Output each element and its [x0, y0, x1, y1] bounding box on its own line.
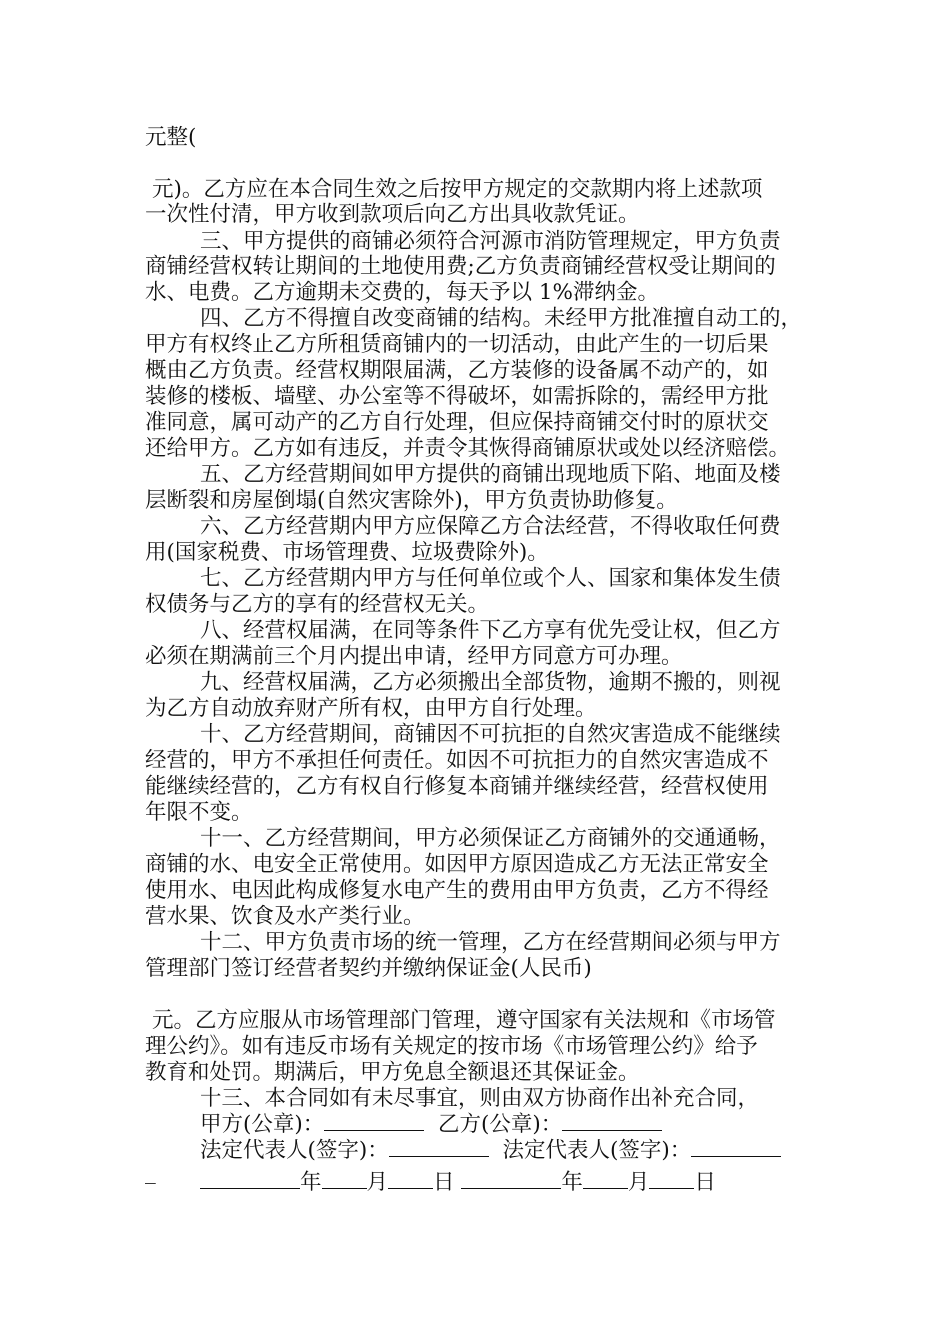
clause-12-line-2: 管理部门签订经营者契约并缴纳保证金(人民币)	[145, 956, 592, 981]
representative-row	[200, 1138, 781, 1164]
clause-13-line-1: 十三、本合同如有未尽事宜，则由双方协商作出补充合同，	[200, 1086, 760, 1111]
party-a-rep-blank	[389, 1138, 489, 1157]
clause-11-line-1: 十一、乙方经营期间，甲方必须保证乙方商铺外的交通通畅，	[200, 826, 781, 851]
clause-11-line-2: 商铺的水、电安全正常使用。如因甲方原因造成乙方无法正常安全	[145, 852, 769, 877]
clause-9-line-2: 为乙方自动放弃财产所有权，由甲方自行处理。	[145, 696, 597, 721]
clause-12-line-3: 元。乙方应服从市场管理部门管理，遵守国家有关法规和《市场管	[152, 1008, 776, 1033]
party-b-seal-blank	[562, 1112, 662, 1131]
day-b-label: 日	[694, 1170, 716, 1195]
clause-4-line-4: 装修的楼板、墙壁、办公室等不得破坏，如需拆除的，需经甲方批	[145, 384, 769, 409]
clause-7-line-1: 七、乙方经营期内甲方与任何单位或个人、国家和集体发生债	[200, 566, 781, 591]
clause-10-line-1: 十、乙方经营期间，商铺因不可抗拒的自然灾害造成不能继续	[200, 722, 781, 747]
seal-row	[200, 1112, 662, 1138]
clause-4-line-1: 四、乙方不得擅自改变商铺的结构。未经甲方批准擅自动工的，	[200, 306, 803, 331]
clause-12-line-4: 理公约》。如有违反市场有关规定的按市场《市场管理公约》给予	[145, 1034, 758, 1059]
day-a-blank	[388, 1170, 433, 1189]
text-line-2: 元)。乙方应在本合同生效之后按甲方规定的交款期内将上述款项	[152, 177, 763, 202]
year-a-label: 年	[300, 1170, 322, 1195]
party-b-seal-label: 乙方(公章)：	[437, 1112, 563, 1137]
clause-4-line-3: 概由乙方负责。经营权期限届满，乙方装修的设备属不动产的，如	[145, 358, 769, 383]
date-row	[200, 1170, 716, 1196]
month-b-label: 月	[627, 1170, 650, 1195]
party-a-rep-label: 法定代表人(签字)：	[200, 1138, 389, 1163]
stray-underscore: _	[145, 1160, 156, 1185]
text-line-3: 一次性付清，甲方收到款项后向乙方出具收款凭证。	[145, 202, 640, 227]
day-a-label: 日	[433, 1170, 455, 1195]
month-b-blank	[583, 1170, 628, 1189]
clause-10-line-4: 年限不变。	[145, 800, 253, 825]
clause-7-line-2: 权债务与乙方的享有的经营权无关。	[145, 592, 490, 617]
party-a-seal-blank	[324, 1112, 424, 1131]
clause-5-line-2: 层断裂和房屋倒塌(自然灾害除外)，甲方负责协助修复。	[145, 488, 678, 513]
clause-3-line-2: 商铺经营权转让期间的土地使用费;乙方负责商铺经营权受让期间的	[145, 254, 776, 279]
clause-11-line-4: 营水果、饮食及水产类行业。	[145, 904, 425, 929]
clause-10-line-3: 能继续经营的，乙方有权自行修复本商铺并继续经营，经营权使用	[145, 774, 769, 799]
clause-6-line-2: 用(国家税费、市场管理费、垃圾费除外)。	[145, 540, 549, 565]
year-b-blank	[461, 1170, 561, 1189]
day-b-blank	[649, 1170, 694, 1189]
clause-12-line-1: 十二、甲方负责市场的统一管理，乙方在经营期间必须与甲方	[200, 930, 781, 955]
party-b-rep-label: 法定代表人(签字)：	[502, 1138, 692, 1163]
clause-4-line-6: 还给甲方。乙方如有违反，并责令其恢得商铺原状或处以经济赔偿。	[145, 436, 791, 461]
clause-8-line-2: 必须在期满前三个月内提出申请，经甲方同意方可办理。	[145, 644, 683, 669]
clause-12-line-5: 教育和处罚。期满后，甲方免息全额退还其保证金。	[145, 1060, 640, 1085]
party-a-seal-label: 甲方(公章)：	[200, 1112, 325, 1137]
clause-8-line-1: 八、经营权届满，在同等条件下乙方享有优先受让权，但乙方	[200, 618, 781, 643]
month-a-label: 月	[366, 1170, 389, 1195]
clause-10-line-2: 经营的，甲方不承担任何责任。如因不可抗拒力的自然灾害造成不	[145, 748, 769, 773]
clause-3-line-3: 水、电费。乙方逾期未交费的，每天予以 1%滞纳金。	[145, 280, 659, 305]
clause-3-line-1: 三、甲方提供的商铺必须符合河源市消防管理规定，甲方负责	[200, 229, 781, 254]
clause-4-line-2: 甲方有权终止乙方所租赁商铺内的一切活动，由此产生的一切后果	[145, 332, 769, 357]
clause-5-line-1: 五、乙方经营期间如甲方提供的商铺出现地质下陷、地面及楼	[200, 462, 781, 487]
clause-4-line-5: 准同意，属可动产的乙方自行处理，但应保持商铺交付时的原状交	[145, 410, 769, 435]
year-b-label: 年	[561, 1170, 583, 1195]
month-a-blank	[322, 1170, 367, 1189]
text-line-1: 元整(	[145, 125, 197, 150]
party-b-rep-blank	[691, 1138, 781, 1157]
clause-6-line-1: 六、乙方经营期内甲方应保障乙方合法经营，不得收取任何费	[200, 514, 781, 539]
year-a-blank	[200, 1170, 300, 1189]
clause-9-line-1: 九、经营权届满，乙方必须搬出全部货物，逾期不搬的，则视	[200, 670, 781, 695]
clause-11-line-3: 使用水、电因此构成修复水电产生的费用由甲方负责，乙方不得经	[145, 878, 769, 903]
